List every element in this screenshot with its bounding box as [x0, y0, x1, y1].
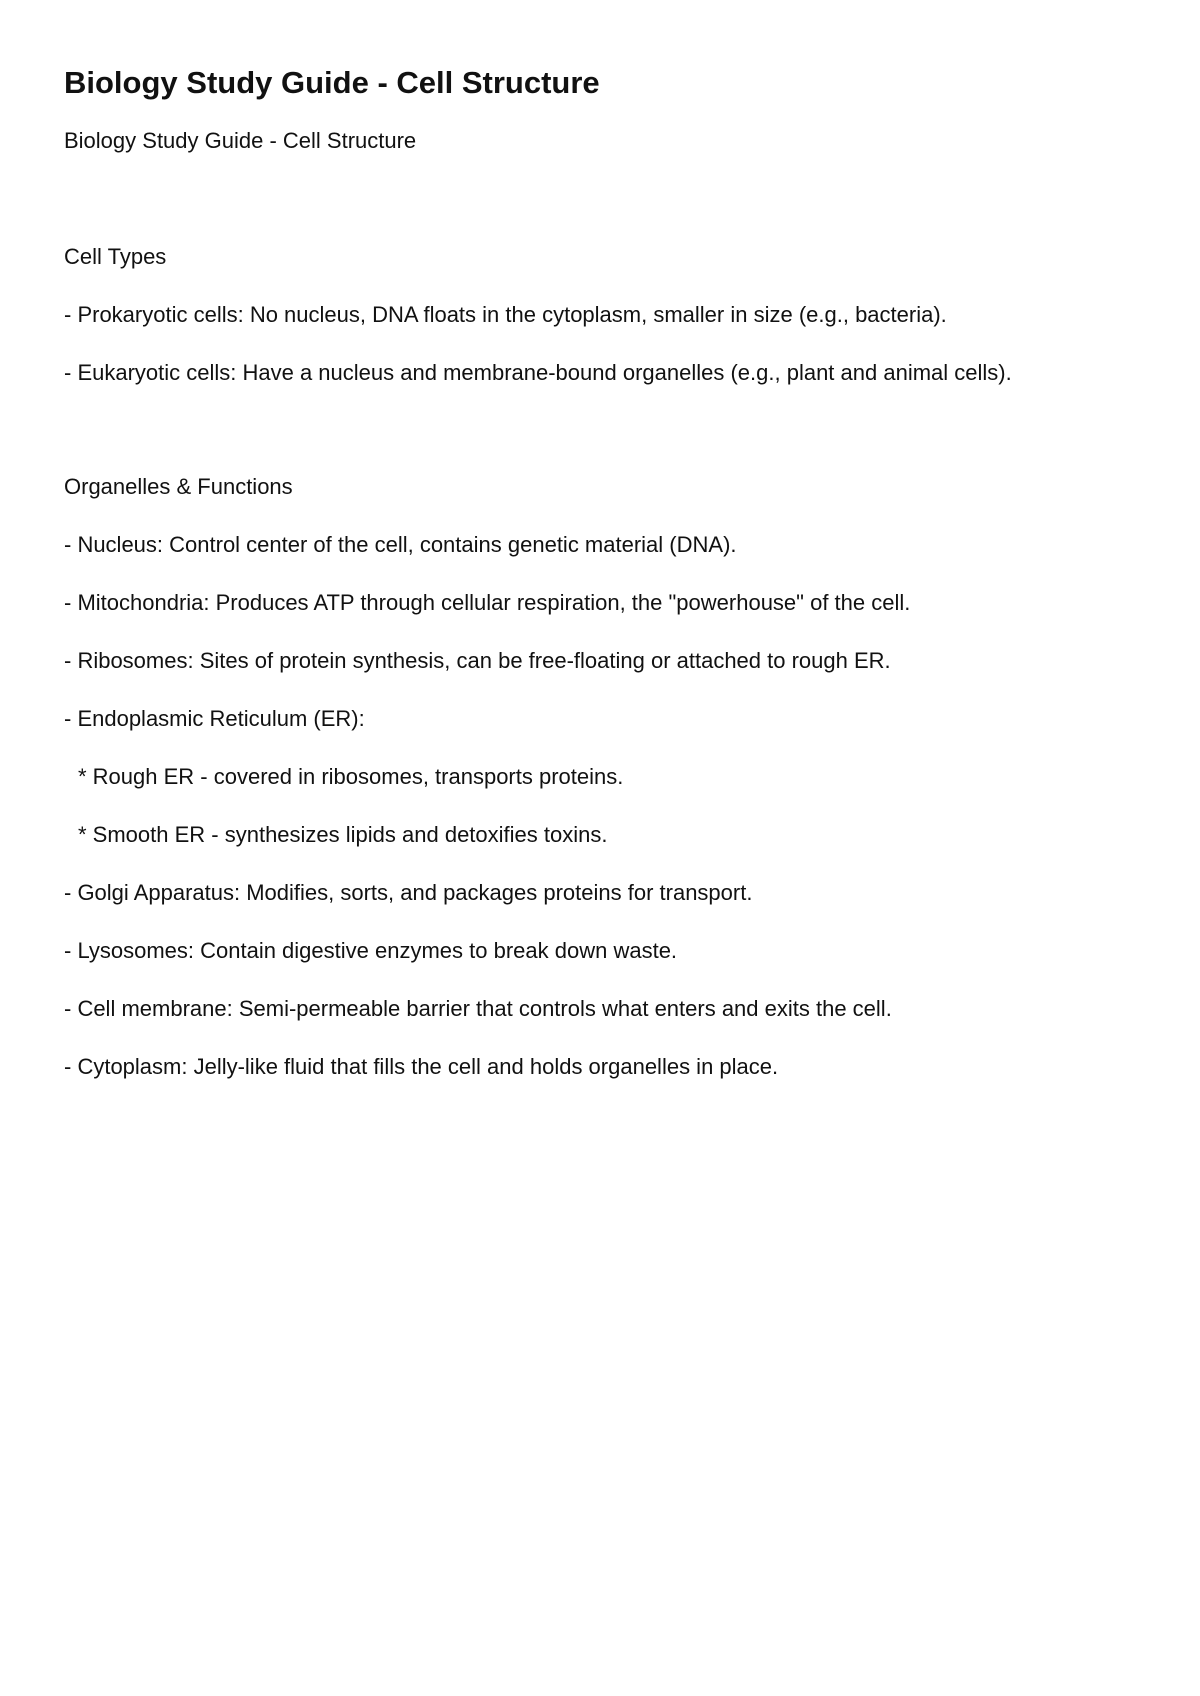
list-item-golgi: - Golgi Apparatus: Modifies, sorts, and packages proteins for transport. [64, 880, 753, 905]
section-heading-cell-types: Cell Types [64, 244, 167, 269]
document-subtitle: Biology Study Guide - Cell Structure [64, 128, 417, 153]
list-item-cytoplasm: - Cytoplasm: Jelly-like fluid that fills the cell and holds organelles in place. [64, 1054, 779, 1079]
sub-item-smooth-er: * Smooth ER - synthesizes lipids and detoxifies toxins. [78, 822, 608, 847]
list-item-eukaryotic: - Eukaryotic cells: Have a nucleus and membrane-bound organelles (e.g., plant and animal cells). [64, 360, 1012, 385]
document-title: Biology Study Guide - Cell Structure [64, 65, 600, 100]
list-item-prokaryotic: - Prokaryotic cells: No nucleus, DNA floats in the cytoplasm, smaller in size (e.g., bacteria). [64, 302, 947, 327]
list-item-er: - Endoplasmic Reticulum (ER): [64, 706, 365, 731]
list-item-lysosomes: - Lysosomes: Contain digestive enzymes to break down waste. [64, 938, 678, 963]
list-item-nucleus: - Nucleus: Control center of the cell, contains genetic material (DNA). [64, 532, 737, 557]
list-item-ribosomes: - Ribosomes: Sites of protein synthesis, can be free-floating or attached to rough ER. [64, 648, 891, 673]
list-item-mitochondria: - Mitochondria: Produces ATP through cellular respiration, the "powerhouse" of the cell. [64, 590, 911, 615]
list-item-cell-membrane: - Cell membrane: Semi-permeable barrier that controls what enters and exits the cell. [64, 996, 892, 1021]
sub-item-rough-er: * Rough ER - covered in ribosomes, transports proteins. [78, 764, 624, 789]
section-heading-organelles: Organelles & Functions [64, 474, 293, 499]
